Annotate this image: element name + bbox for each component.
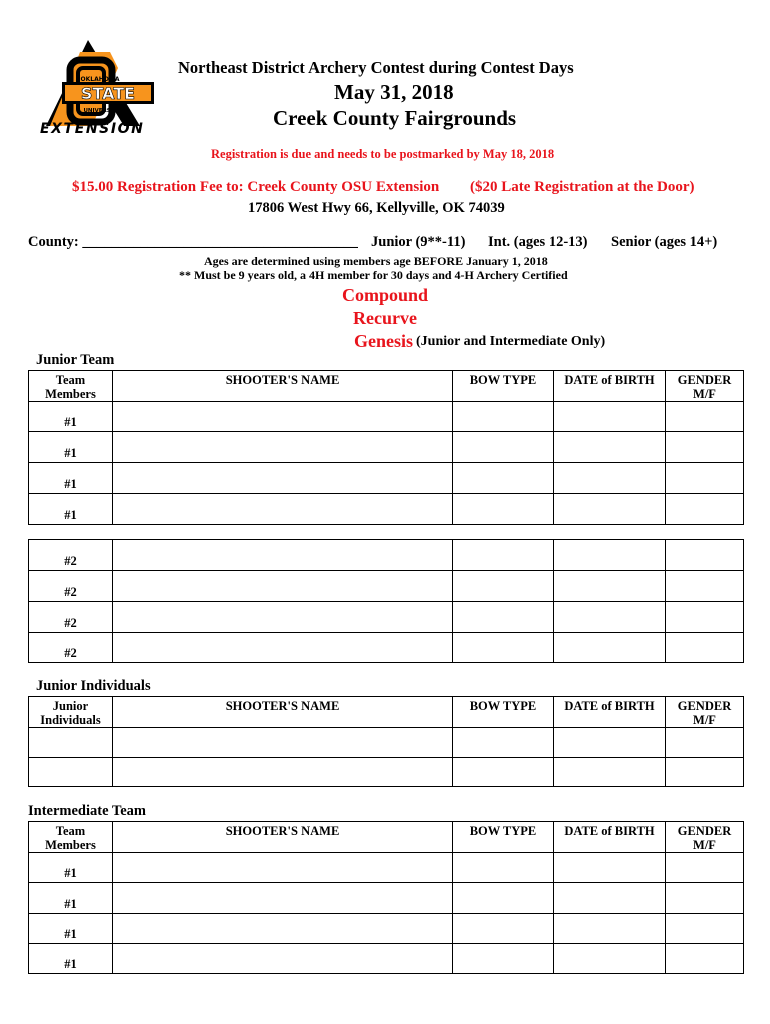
dob-cell[interactable] bbox=[554, 402, 666, 432]
shooter-name-cell[interactable] bbox=[113, 402, 453, 432]
team-number: #2 bbox=[29, 602, 113, 633]
dob-cell[interactable] bbox=[554, 633, 666, 663]
table-row bbox=[29, 602, 744, 633]
intermediate-age-label: Int. (ages 12-13) bbox=[488, 234, 588, 250]
col-gender: GENDER M/F bbox=[666, 697, 744, 728]
shooter-name-cell[interactable] bbox=[113, 853, 453, 883]
table-row bbox=[29, 571, 744, 602]
dob-cell[interactable] bbox=[554, 758, 666, 787]
col-bow-type: BOW TYPE bbox=[453, 371, 554, 402]
gender-cell[interactable] bbox=[666, 883, 744, 914]
team-number: #1 bbox=[29, 463, 113, 494]
col-shooter-name: SHOOTER'S NAME bbox=[113, 697, 453, 728]
dob-cell[interactable] bbox=[554, 853, 666, 883]
gender-cell[interactable] bbox=[666, 402, 744, 432]
event-title: Northeast District Archery Contest during Contest Days bbox=[178, 58, 574, 77]
registration-due: Registration is due and needs to be postmarked by May 18, 2018 bbox=[211, 147, 555, 161]
shooter-name-cell[interactable] bbox=[113, 540, 453, 571]
shooter-name-cell[interactable] bbox=[113, 571, 453, 602]
shooter-name-cell[interactable] bbox=[113, 914, 453, 944]
dob-cell[interactable] bbox=[554, 571, 666, 602]
gender-cell[interactable] bbox=[666, 853, 744, 883]
team-number: #2 bbox=[29, 540, 113, 571]
table-row bbox=[29, 883, 744, 914]
event-date: May 31, 2018 bbox=[334, 80, 454, 104]
event-venue: Creek County Fairgrounds bbox=[273, 106, 517, 130]
shooter-name-cell[interactable] bbox=[113, 602, 453, 633]
junior-individuals-title: Junior Individuals bbox=[36, 678, 151, 694]
dob-cell[interactable] bbox=[554, 432, 666, 463]
col-team-members: Team Members bbox=[29, 371, 113, 402]
team-number: #1 bbox=[29, 853, 113, 883]
team-number: #2 bbox=[29, 633, 113, 663]
logo-state: STATE bbox=[80, 84, 136, 103]
intermediate-team-table bbox=[28, 821, 744, 974]
individual-number-cell bbox=[29, 728, 113, 758]
bow-type-cell[interactable] bbox=[453, 540, 554, 571]
individual-number-cell bbox=[29, 758, 113, 787]
gender-cell[interactable] bbox=[666, 728, 744, 758]
col-dob: DATE of BIRTH bbox=[554, 697, 666, 728]
shooter-name-cell[interactable] bbox=[113, 944, 453, 974]
dob-cell[interactable] bbox=[554, 602, 666, 633]
bow-type-cell[interactable] bbox=[453, 494, 554, 525]
team-number: #1 bbox=[29, 432, 113, 463]
col-junior-individuals: Junior Individuals bbox=[29, 697, 113, 728]
table-row bbox=[29, 728, 744, 758]
table-header-row bbox=[29, 371, 744, 402]
dob-cell[interactable] bbox=[554, 914, 666, 944]
col-dob: DATE of BIRTH bbox=[554, 371, 666, 402]
shooter-name-cell[interactable] bbox=[113, 883, 453, 914]
col-bow-type: BOW TYPE bbox=[453, 822, 554, 853]
team-number: #1 bbox=[29, 914, 113, 944]
table-row bbox=[29, 633, 744, 663]
junior-individuals-table bbox=[28, 696, 744, 787]
junior-team-2-table bbox=[28, 539, 744, 663]
shooter-name-cell[interactable] bbox=[113, 463, 453, 494]
gender-cell[interactable] bbox=[666, 914, 744, 944]
gender-cell[interactable] bbox=[666, 432, 744, 463]
bow-type-recurve: Recurve bbox=[353, 308, 417, 328]
gender-cell[interactable] bbox=[666, 944, 744, 974]
table-row bbox=[29, 944, 744, 974]
col-team-members: Team Members bbox=[29, 822, 113, 853]
logo-oklahoma: OKLAHOMA bbox=[80, 76, 120, 83]
bow-type-cell[interactable] bbox=[453, 402, 554, 432]
team-number: #1 bbox=[29, 494, 113, 525]
shooter-name-cell[interactable] bbox=[113, 758, 453, 787]
col-dob: DATE of BIRTH bbox=[554, 822, 666, 853]
bow-type-cell[interactable] bbox=[453, 914, 554, 944]
table-row bbox=[29, 758, 744, 787]
col-shooter-name: SHOOTER'S NAME bbox=[113, 371, 453, 402]
logo-extension-text: EXTENSION bbox=[40, 121, 145, 137]
team-number: #1 bbox=[29, 883, 113, 914]
dob-cell[interactable] bbox=[554, 728, 666, 758]
bow-type-cell[interactable] bbox=[453, 602, 554, 633]
genesis-note: (Junior and Intermediate Only) bbox=[416, 334, 606, 349]
bow-type-cell[interactable] bbox=[453, 944, 554, 974]
shooter-name-cell[interactable] bbox=[113, 432, 453, 463]
gender-cell[interactable] bbox=[666, 758, 744, 787]
gender-cell[interactable] bbox=[666, 633, 744, 663]
gender-cell[interactable] bbox=[666, 602, 744, 633]
shooter-name-cell[interactable] bbox=[113, 633, 453, 663]
table-row bbox=[29, 463, 744, 494]
table-row bbox=[29, 853, 744, 883]
dob-cell[interactable] bbox=[554, 944, 666, 974]
junior-team-title: Junior Team bbox=[36, 352, 115, 368]
age-note: Ages are determined using members age BEFORE January 1, 2018 bbox=[204, 254, 548, 268]
bow-type-cell[interactable] bbox=[453, 758, 554, 787]
table-row bbox=[29, 402, 744, 432]
col-gender: GENDER M/F bbox=[666, 822, 744, 853]
bow-type-cell[interactable] bbox=[453, 728, 554, 758]
table-header-row bbox=[29, 697, 744, 728]
table-row bbox=[29, 540, 744, 571]
dob-cell[interactable] bbox=[554, 883, 666, 914]
junior-age-label: Junior (9**-11) bbox=[371, 234, 466, 250]
intermediate-team-title: Intermediate Team bbox=[28, 803, 146, 819]
shooter-name-cell[interactable] bbox=[113, 494, 453, 525]
bow-type-cell[interactable] bbox=[453, 853, 554, 883]
gender-cell[interactable] bbox=[666, 571, 744, 602]
bow-type-genesis: Genesis bbox=[354, 331, 414, 351]
county-field[interactable]: County: ______________________________________ bbox=[28, 234, 358, 250]
table-row bbox=[29, 494, 744, 525]
table-row bbox=[29, 432, 744, 463]
dob-cell[interactable] bbox=[554, 494, 666, 525]
junior-team-table bbox=[28, 370, 744, 525]
bow-type-cell[interactable] bbox=[453, 571, 554, 602]
bow-type-cell[interactable] bbox=[453, 463, 554, 494]
gender-cell[interactable] bbox=[666, 540, 744, 571]
team-number: #2 bbox=[29, 571, 113, 602]
gender-cell[interactable] bbox=[666, 494, 744, 525]
table-row bbox=[29, 914, 744, 944]
col-shooter-name: SHOOTER'S NAME bbox=[113, 822, 453, 853]
address: 17806 West Hwy 66, Kellyville, OK 74039 bbox=[248, 200, 505, 216]
dob-cell[interactable] bbox=[554, 540, 666, 571]
col-bow-type: BOW TYPE bbox=[453, 697, 554, 728]
shooter-name-cell[interactable] bbox=[113, 728, 453, 758]
table-header-row bbox=[29, 822, 744, 853]
fee-text: $15.00 Registration Fee to: Creek County OSU Extension bbox=[72, 179, 440, 195]
senior-age-label: Senior (ages 14+) bbox=[611, 234, 718, 250]
bow-type-cell[interactable] bbox=[453, 883, 554, 914]
bow-type-cell[interactable] bbox=[453, 432, 554, 463]
gender-cell[interactable] bbox=[666, 463, 744, 494]
col-gender: GENDER M/F bbox=[666, 371, 744, 402]
bow-type-compound: Compound bbox=[342, 285, 429, 305]
logo-university: UNIVERSITY bbox=[83, 108, 121, 114]
requirement-note: ** Must be 9 years old, a 4H member for 30 days and 4-H Archery Certified bbox=[179, 268, 568, 282]
bow-type-cell[interactable] bbox=[453, 633, 554, 663]
team-number: #1 bbox=[29, 944, 113, 974]
team-number: #1 bbox=[29, 402, 113, 432]
dob-cell[interactable] bbox=[554, 463, 666, 494]
late-fee-text: ($20 Late Registration at the Door) bbox=[470, 179, 695, 195]
